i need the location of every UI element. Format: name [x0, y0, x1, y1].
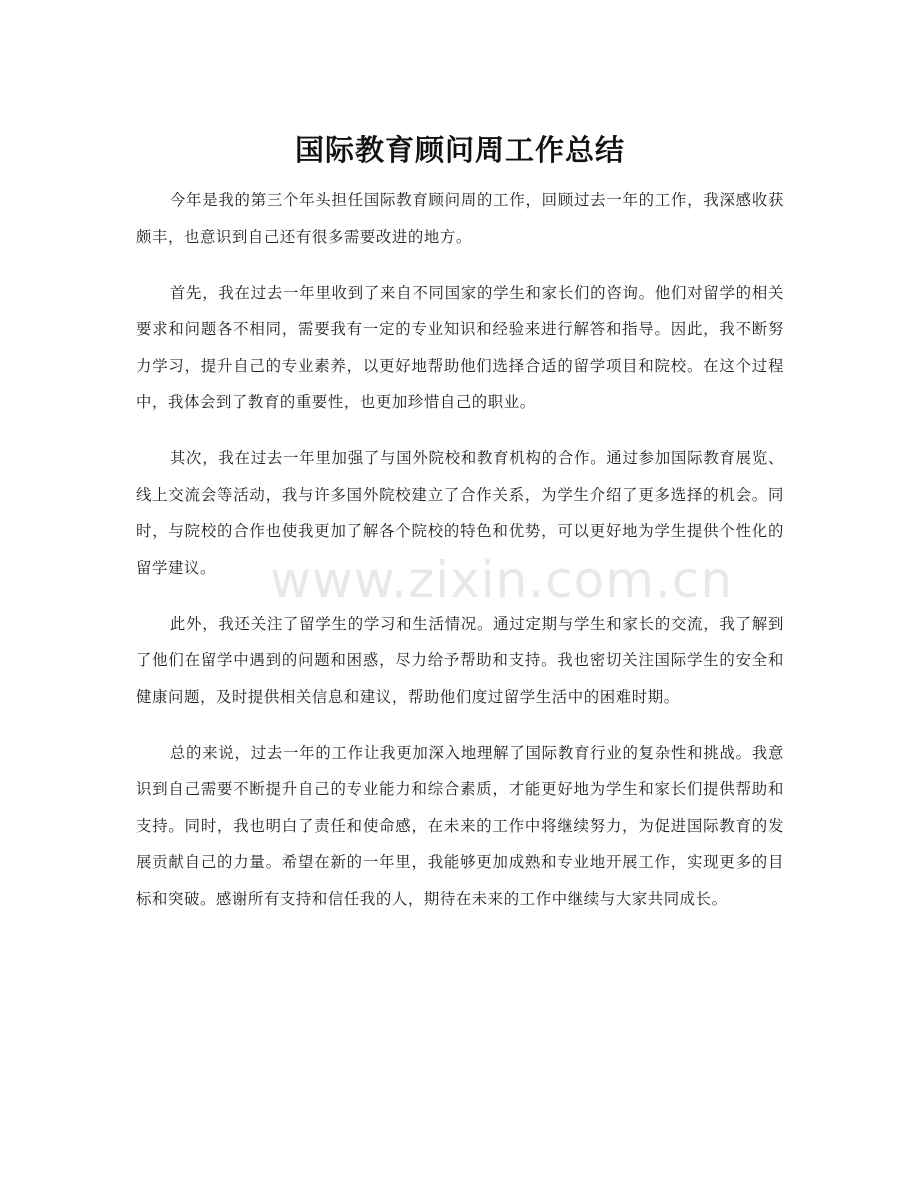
paragraph-student-care: 此外，我还关注了留学生的学习和生活情况。通过定期与学生和家长的交流，我了解到了他们在留学中遇到的问题和困惑，尽力给予帮助和支持。我也密切关注国际学生的安全和健康问题，及时提供相关信息和建议，帮助他们度过留学生活中的困难时期。 — [136, 614, 784, 706]
paragraph-cooperation: 其次，我在过去一年里加强了与国外院校和教育机构的合作。通过参加国际教育展览、线上交流会等活动，我与许多国外院校建立了合作关系，为学生介绍了更多选择的机会。同时，与院校的合作也使我更加了解各个院校的特色和优势，可以更好地为学生提供个性化的留学建议。 — [136, 449, 784, 577]
document-body — [136, 182, 784, 937]
document-title: 国际教育顾问周工作总结 — [294, 133, 625, 168]
paragraph-intro: 今年是我的第三个年头担任国际教育顾问周的工作，回顾过去一年的工作，我深感收获颇丰，也意识到自己还有很多需要改进的地方。 — [136, 191, 784, 246]
paragraph-conclusion: 总的来说，过去一年的工作让我更加深入地理解了国际教育行业的复杂性和挑战。我意识到自己需要不断提升自己的专业能力和综合素质，才能更好地为学生和家长们提供帮助和支持。同时，我也明白了责任和使命感，在未来的工作中将继续努力，为促进国际教育的发展贡献自己的力量。希望在新的一年里，我能够更加成熟和专业地开展工作，实现更多的目标和突破。感谢所有支持和信任我的人，期待在未来的工作中继续与大家共同成长。 — [136, 743, 784, 908]
paragraph-consultation: 首先，我在过去一年里收到了来自不同国家的学生和家长们的咨询。他们对留学的相关要求和问题各不相同，需要我有一定的专业知识和经验来进行解答和指导。因此，我不断努力学习，提升自己的专业素养，以更好地帮助他们选择合适的留学项目和院校。在这个过程中，我体会到了教育的重要性，也更加珍惜自己的职业。 — [136, 283, 784, 411]
watermark-text: www.zixin.com.cn — [270, 551, 734, 609]
